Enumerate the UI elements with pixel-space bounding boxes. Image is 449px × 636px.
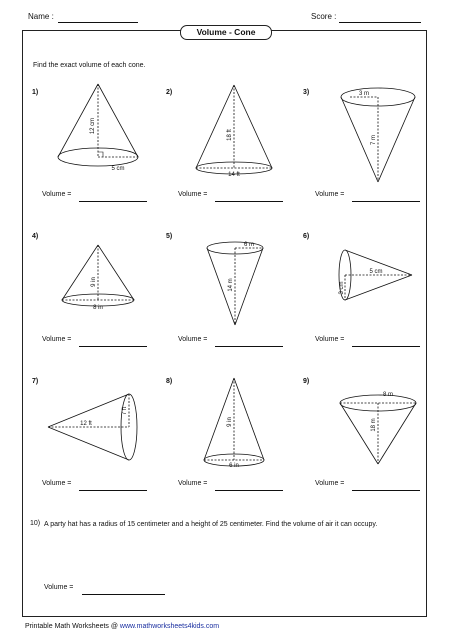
cone-8 [204,378,264,466]
cone-6-height-label: 5 cm [369,269,383,275]
cone-5-height-label: 14 m [228,278,234,292]
cone-7-radius-label: 7 ft [122,406,128,416]
problem-number-4: 4) [32,233,39,240]
problem-number-6: 6) [303,233,310,240]
cone-4-base-label: 8 in [93,305,103,311]
answer-field-2[interactable] [215,201,283,202]
problem-number-2: 2) [166,89,173,96]
cone-4 [62,245,134,306]
answer-field-10[interactable] [82,594,165,595]
instruction: Find the exact volume of each cone. [33,62,146,69]
volume-label-10: Volume = [44,584,74,591]
cone-6-radius-label: 3 cm [339,281,345,295]
cone-9-height-label: 18 m [371,418,377,432]
volume-label-6: Volume = [315,336,345,343]
cone-4-height-label: 9 in [91,277,97,287]
problem-number-10: 10) [30,520,41,527]
answer-field-7[interactable] [79,490,147,491]
cone-3-radius-label: 3 m [358,91,370,97]
volume-label-8: Volume = [178,480,208,487]
cone-8-base-label: 6 in [229,463,239,469]
cone-5-base-label: 6 m [243,242,255,248]
volume-label-5: Volume = [178,336,208,343]
cone-2-base-label: 14 ft [228,172,240,178]
volume-label-4: Volume = [42,336,72,343]
answer-field-3[interactable] [352,201,420,202]
cone-9-base-label: 8 m [382,392,394,398]
cone-7 [48,394,137,460]
word-problem-text: A party hat has a radius of 15 centimeter and a height of 25 centimeter. Find the volume of air it can occupy. [44,521,378,528]
cone-3 [341,88,415,182]
problem-number-9: 9) [303,378,310,385]
cone-9 [340,395,416,464]
footer-prefix: Printable Math Worksheets @ [25,623,120,630]
cone-8-height-label: 9 in [227,417,233,427]
answer-field-6[interactable] [352,346,420,347]
answer-field-9[interactable] [352,490,420,491]
cone-5 [207,242,263,325]
answer-field-1[interactable] [79,201,147,202]
volume-label-3: Volume = [315,191,345,198]
score-label: Score : [311,12,337,21]
cone-1-height-label: 12 cm [90,117,96,135]
answer-field-8[interactable] [215,490,283,491]
volume-label-7: Volume = [42,480,72,487]
problem-number-5: 5) [166,233,173,240]
answer-field-4[interactable] [79,346,147,347]
volume-label-2: Volume = [178,191,208,198]
problem-number-8: 8) [166,378,173,385]
cone-3-height-label: 7 m [371,134,377,146]
problem-number-3: 3) [303,89,310,96]
cone-6 [339,250,412,300]
volume-label-9: Volume = [315,480,345,487]
cone-2-height-label: 18 ft [227,129,233,141]
cone-1-radius-label: 5 cm [111,166,125,172]
name-label: Name : [28,12,54,21]
worksheet-title: Volume - Cone [180,25,272,40]
cone-2 [196,85,272,174]
problem-number-7: 7) [32,378,39,385]
cone-1 [58,84,138,166]
answer-field-5[interactable] [215,346,283,347]
footer [25,623,219,630]
footer-link[interactable]: www.mathworksheets4kids.com [119,623,220,630]
volume-label-1: Volume = [42,191,72,198]
cone-7-height-label: 12 ft [80,421,92,427]
problem-number-1: 1) [32,89,39,96]
